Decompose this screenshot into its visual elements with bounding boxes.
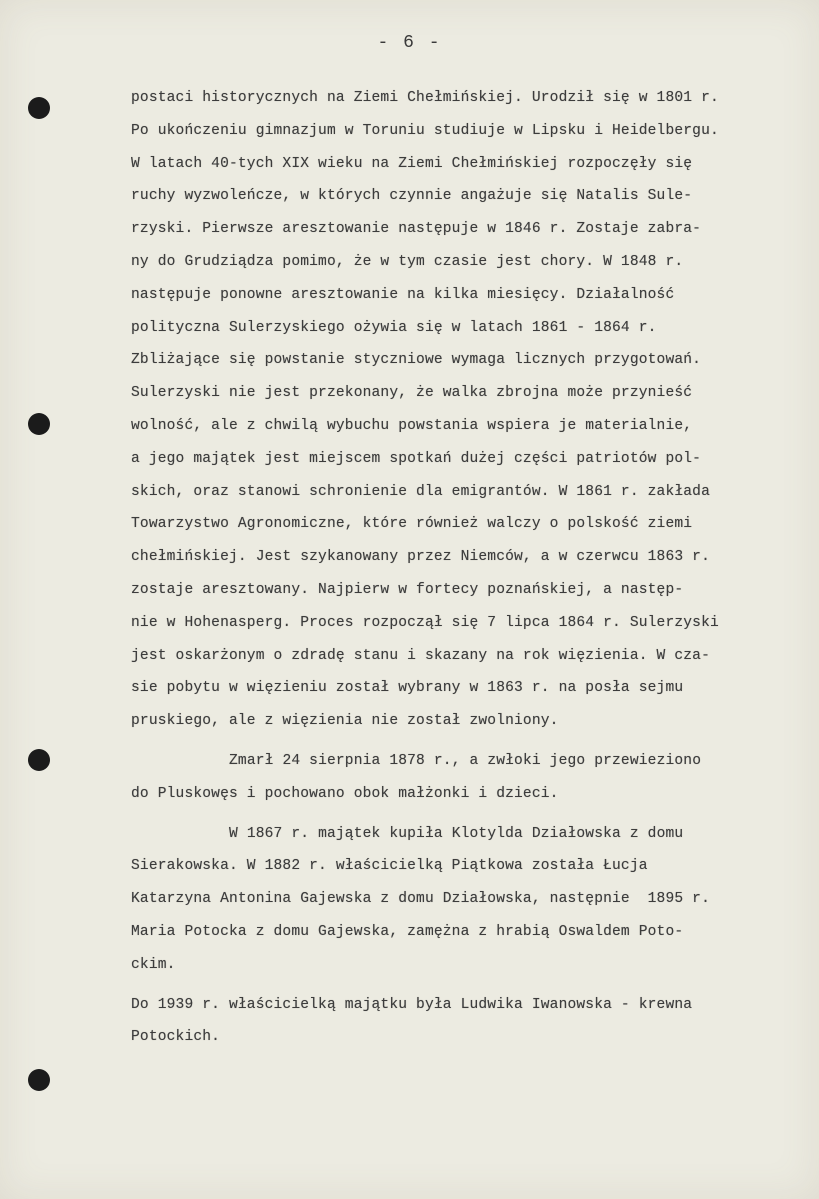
text-line: ckim. bbox=[131, 956, 176, 973]
typed-text-body bbox=[131, 82, 791, 1054]
text-line: rzyski. Pierwsze aresztowanie następuje w 1846 r. Zostaje zabra- bbox=[131, 221, 702, 238]
text-line: postaci historycznych na Ziemi Chełmińskiej. Urodził się w 1801 r. bbox=[131, 90, 719, 106]
punch-hole bbox=[28, 749, 50, 771]
text-line: Po ukończeniu gimnazjum w Toruniu studiuje w Lipsku i Heidelbergu. bbox=[131, 122, 719, 139]
text-line: ny do Grudziądza pomimo, że w tym czasie jest chory. W 1848 r. bbox=[131, 253, 684, 270]
paragraph bbox=[131, 818, 791, 982]
punch-hole bbox=[28, 97, 50, 119]
text-line: nie w Hohenasperg. Proces rozpoczął się 7 lipca 1864 r. Sulerzyski bbox=[131, 614, 719, 631]
text-line: sie pobytu w więzieniu został wybrany w 1863 r. na posła sejmu bbox=[131, 680, 684, 697]
text-line: Towarzystwo Agronomiczne, które również walczy o polskość ziemi bbox=[131, 516, 693, 533]
text-line: W latach 40-tych XIX wieku na Ziemi Chełmińskiej rozpoczęły się bbox=[131, 155, 693, 172]
text-line: następuje ponowne aresztowanie na kilka miesięcy. Działalność bbox=[131, 286, 675, 303]
text-line: ruchy wyzwoleńcze, w których czynnie angażuje się Natalis Sule- bbox=[131, 188, 693, 205]
text-line: wolność, ale z chwilą wybuchu powstania wspiera je materialnie, bbox=[131, 417, 693, 434]
text-line: polityczna Sulerzyskiego ożywia się w latach 1861 - 1864 r. bbox=[131, 319, 657, 336]
text-line: Sierakowska. W 1882 r. właścicielką Piątkowa została Łucja bbox=[131, 858, 648, 875]
punch-hole bbox=[28, 1069, 50, 1091]
text-line: jest oskarżonym o zdradę stanu i skazany na rok więzienia. W cza- bbox=[131, 647, 710, 664]
text-line: Sulerzyski nie jest przekonany, że walka zbrojna może przynieść bbox=[131, 385, 693, 402]
text-line: W 1867 r. majątek kupiła Klotylda Działowska z domu bbox=[229, 825, 684, 842]
page-number: - 6 - bbox=[377, 33, 442, 53]
paragraph bbox=[131, 989, 791, 1055]
text-line: Potockich. bbox=[131, 1029, 221, 1046]
text-line: pruskiego, ale z więzienia nie został zwolniony. bbox=[131, 713, 559, 730]
text-line: skich, oraz stanowi schronienie dla emigrantów. W 1861 r. zakłada bbox=[131, 483, 710, 500]
text-line: a jego majątek jest miejscem spotkań dużej części patriotów pol- bbox=[131, 450, 702, 467]
paragraph bbox=[131, 745, 791, 811]
text-line: Katarzyna Antonina Gajewska z domu Działowska, następnie 1895 r. bbox=[131, 891, 710, 908]
text-line: Zbliżające się powstanie styczniowe wymaga licznych przygotowań. bbox=[131, 352, 702, 369]
punch-hole bbox=[28, 413, 50, 435]
text-line: Maria Potocka z domu Gajewska, zamężna z hrabią Oswaldem Poto- bbox=[131, 923, 684, 940]
text-line: chełmińskiej. Jest szykanowany przez Niemców, a w czerwcu 1863 r. bbox=[131, 549, 710, 566]
text-line: zostaje aresztowany. Najpierw w fortecy poznańskiej, a następ- bbox=[131, 581, 684, 598]
text-line: Zmarł 24 sierpnia 1878 r., a zwłoki jego przewieziono bbox=[229, 752, 702, 769]
paragraph bbox=[131, 82, 791, 738]
text-line: do Pluskowęs i pochowano obok małżonki i dzieci. bbox=[131, 785, 559, 802]
text-line: Do 1939 r. właścicielką majątku była Ludwika Iwanowska - krewna bbox=[131, 996, 693, 1013]
